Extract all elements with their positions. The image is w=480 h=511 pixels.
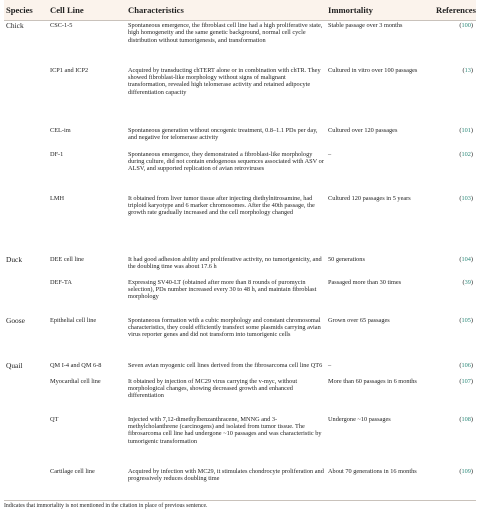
table-row (4, 150, 476, 194)
cell-species (4, 377, 48, 415)
cell-characteristics: Injected with 7,12-dimethylbenzanthracene, MNNG and 3-methylcholanthrene (carcinogens) and isolated from tumor tissue. The fibrosarcoma cell line had undergone ~10 passages and was characteristic by tumorigenic transformation (128, 415, 322, 445)
cell-line-name: DEF-TA (50, 278, 72, 286)
table-row (4, 377, 476, 415)
cell-line-name: CSC-1-5 (50, 22, 73, 29)
cell-line-name: CEL-im (50, 126, 71, 134)
cell-reference: (13) (462, 66, 473, 74)
cell-immortality: Passaged more than 30 times (328, 278, 402, 286)
cell-line-name: Epithelial cell line (50, 316, 97, 324)
table-row (4, 467, 476, 498)
table-bottom-rule (4, 500, 476, 501)
cell-species (4, 278, 48, 316)
table-row (4, 361, 476, 377)
header-references: References (434, 0, 476, 21)
cell-line-name: Cartilage cell line (50, 467, 95, 475)
cell-species: Goose (6, 315, 25, 325)
header-characteristics: Characteristics (126, 0, 326, 21)
cell-immortality: Undergone ~10 passages (328, 415, 391, 423)
cell-immortality: – (328, 150, 332, 158)
reference-link[interactable]: 102 (461, 150, 471, 158)
table-header-row (4, 0, 476, 21)
reference-link[interactable]: 105 (461, 316, 471, 324)
cell-reference: (108) (459, 415, 473, 423)
cell-species (4, 194, 48, 255)
cell-species (4, 150, 48, 194)
cell-characteristics: It obtained by injection of MC29 virus carrying the v-myc, without morphological changes, showing decreased growth and enhanced differentiation (128, 377, 298, 400)
header-cell-line: Cell Line (48, 0, 126, 21)
cell-line-name: QT (50, 415, 59, 423)
reference-link[interactable]: 104 (461, 255, 471, 263)
reference-link[interactable]: 100 (461, 22, 471, 29)
cell-reference: (103) (459, 194, 473, 202)
cell-species (4, 126, 48, 150)
cell-characteristics: Seven avian myogenic cell lines derived from the fibrosarcoma cell line QT6 (128, 361, 323, 369)
reference-link[interactable]: 103 (461, 194, 471, 202)
table-row (4, 255, 476, 278)
reference-link[interactable]: 13 (464, 66, 471, 74)
cell-species: Quail (6, 360, 23, 370)
cell-line-name: ICP1 and ICP2 (50, 66, 89, 74)
cell-immortality: About 70 generations in 16 months (328, 467, 417, 475)
table-row (4, 66, 476, 126)
cell-reference: (106) (459, 361, 473, 369)
reference-link[interactable]: 109 (461, 467, 471, 475)
reference-link[interactable]: 106 (461, 361, 471, 369)
cell-characteristics: Spontaneous formation with a cubic morphology and constant chromosomal characteristics, they could efficiently transfect some plasmids carrying avian virus reporter genes and did not transform into tumorigenic cells (128, 316, 321, 339)
cell-reference: (104) (459, 255, 473, 263)
cell-reference: (109) (459, 467, 473, 475)
cell-immortality: Cultured 120 passages in 5 years (328, 194, 411, 202)
cell-lines-table (4, 0, 476, 498)
reference-link[interactable]: 108 (461, 415, 471, 423)
cell-immortality: – (328, 361, 332, 369)
cell-line-name: DF-1 (50, 150, 64, 158)
cell-immortality: More than 60 passages in 6 months (328, 377, 417, 385)
header-species: Species (4, 0, 48, 21)
cell-characteristics: It had good adhesion ability and proliferative activity, no tumorigenicity, and the doubling time was about 17.6 h (128, 255, 322, 270)
reference-link[interactable]: 101 (461, 126, 471, 134)
cell-reference: (39) (462, 278, 473, 286)
cell-reference: (102) (459, 150, 473, 158)
cell-immortality: 50 generations (328, 255, 365, 263)
cell-line-name: Myocardial cell line (50, 377, 101, 385)
cell-characteristics: It obtained from liver tumor tissue after injecting diethylnitrosamine, had triploid karyotype and 6 marker chromosomes. After the 40th passage, the growth rate gradually increased and the cell morphology changed (128, 194, 315, 217)
table-row (4, 126, 476, 150)
cell-characteristics: Acquired by transducting chTERT alone or in combination with chTR. They showed fibroblast-like morphology without signs of malignant transformation, revealed high telomerase activity and retained adipocyte differentiation capacity (128, 66, 321, 96)
cell-species (4, 415, 48, 467)
table-row (4, 194, 476, 255)
cell-reference: (101) (459, 126, 473, 134)
cell-immortality: Grown over 65 passages (328, 316, 390, 324)
cell-species: Chick (6, 21, 24, 30)
cell-characteristics: Acquired by infection with MC29, it stimulates chondrocyte proliferation and progressively reduces doubling time (128, 467, 324, 482)
table-footnote: Indicates that immortality is not mentioned in the citation in place of previous sentence. (4, 502, 208, 509)
cell-characteristics: Spontaneous emergence, they demonstrated a fibroblast-like morphology during culture, did not contain endogenous sequences associated with ASV or ALSV, and supported replication of avian retroviruses (128, 150, 324, 173)
cell-characteristics: Spontaneous generation without oncogenic treatment, 0.8–1.1 PDs per day, and negative for telomerase activity (128, 126, 318, 141)
cell-species (4, 66, 48, 126)
cell-characteristics: Expressing SV40-LT (obtained after more than 8 rounds of puromycin selection), PDs number increased every 30 to 48 h, and maintain fibroblast morphology (128, 278, 317, 301)
cell-characteristics: Spontaneous emergence, the fibroblast cell line had a high proliferative state, high homogeneity and the same genetic background, normal cell cycle distribution without tumorigenesis, and transformation (128, 22, 323, 44)
table-row (4, 21, 476, 66)
cell-immortality: Cultured over 120 passages (328, 126, 398, 134)
table-row (4, 278, 476, 316)
cell-species: Duck (6, 254, 23, 264)
table-row (4, 415, 476, 467)
table-body (4, 21, 476, 498)
cell-line-name: QM I-4 and QM 6-8 (50, 361, 102, 369)
table-row (4, 316, 476, 361)
cell-line-name: DEE cell line (50, 255, 84, 263)
cell-reference: (100) (459, 22, 473, 29)
reference-link[interactable]: 107 (461, 377, 471, 385)
cell-immortality: Stable passage over 3 months (328, 22, 403, 29)
cell-reference: (107) (459, 377, 473, 385)
header-immortality: Immortality (326, 0, 434, 21)
cell-reference: (105) (459, 316, 473, 324)
cell-line-name: LMH (50, 194, 64, 202)
cell-immortality: Cultured in vitro over 100 passages (328, 66, 418, 74)
reference-link[interactable]: 39 (464, 278, 471, 286)
cell-species (4, 467, 48, 498)
